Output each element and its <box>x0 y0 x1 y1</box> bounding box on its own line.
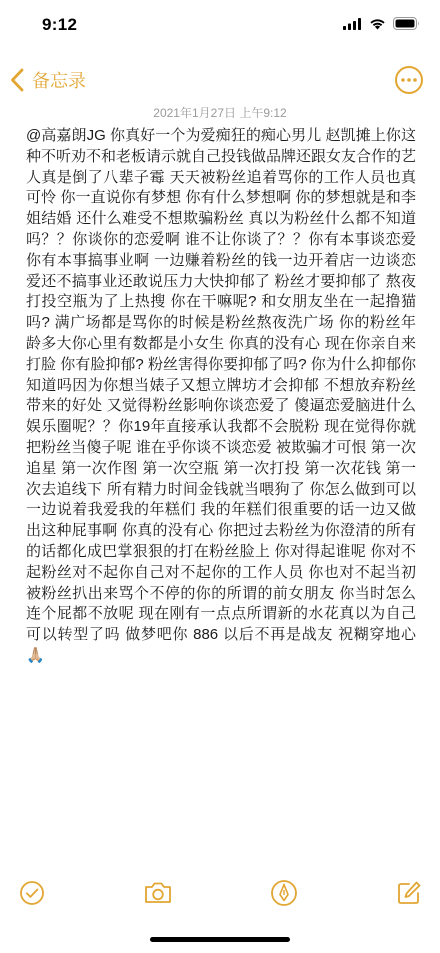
home-indicator[interactable] <box>150 937 290 942</box>
back-label: 备忘录 <box>32 71 86 91</box>
compose-button[interactable] <box>394 878 424 908</box>
cellular-signal-icon <box>343 18 362 30</box>
wifi-icon <box>369 18 386 30</box>
more-options-button[interactable] <box>394 65 424 95</box>
checklist-icon <box>19 880 45 906</box>
checklist-button[interactable] <box>17 878 47 908</box>
bottom-toolbar <box>0 873 440 913</box>
status-icons <box>343 17 420 30</box>
status-time: 9:12 <box>42 15 78 34</box>
more-icon <box>394 65 424 95</box>
nav-bar <box>0 58 440 102</box>
note-body-text[interactable]: @高嘉朗JG 你真好一个为爱痴狂的痴心男儿 赵凯摊上你这种不听劝不和老板请示就自己投钱做品牌还跟女友合作的艺人真是倒了八辈子霉 天天被粉丝追着骂你的工作人员也真可怜 你一直说你有梦想 你有什么梦想啊 你的梦想就是和李姐结婚 还什么难受不想欺骗粉丝 真以为粉丝什么都不知道吗？？你谈你的恋爱啊 谁不让你谈了？？你有本事谈恋爱你有本事搞事业啊 一边赚着粉丝的钱一边开着店一边谈恋爱还不搞事业还敢说压力大快抑郁了 粉丝才要抑郁了 熬夜打投空瓶为了上热搜 你在干嘛呢? 和女朋友坐在一起撸猫吗? 满广场都是骂你的时候是粉丝熬夜洗广场 你的粉丝年龄多大你心里有数都是小女生 你真的没有心 现在你亲自来打脸 你有脸抑郁? 粉丝害得你要抑郁了吗? 你为什么抑郁你知道吗因为你想当婊子又想立牌坊才会抑郁 不想放弃粉丝带来的好处 又觉得粉丝影响你谈恋爱了 傻逼恋爱脑进什么娱乐圈呢？？你19年直接承认我都不会脱粉 现在觉得你就把粉丝当傻子呢 谁在乎你谈不谈恋爱 被欺骗才可恨 第一次追星 第一次作图 第一次空瓶 第一次打投 第一次花钱 第一次去追线下 所有精力时间金钱就当喂狗了 你怎么做到可以一边说着我爱我的年糕们 我的年糕们很重要的话一边又做出这种屁事啊 你真的没有心 你把过去粉丝为你澄清的所有的话都化成巴掌狠狠的打在粉丝脸上 你对得起谁呢 你对不起粉丝对不起你自己对不起你的工作人员 你也对不起当初被粉丝扒出来骂个不停的你的所谓的前女朋友 你当时怎么连个屁都不放呢 现在刚有一点点所谓新的水花真以为自己可以转型了吗 做梦吧你 886 以后不再是战友 祝糊穿地心🙏🏼 <box>26 127 417 664</box>
compose-icon <box>396 880 422 906</box>
chevron-left-icon <box>6 65 28 95</box>
markup-button[interactable] <box>269 878 299 908</box>
status-bar <box>0 0 440 50</box>
back-button[interactable] <box>6 62 86 98</box>
note-timestamp: 2021年1月27日 上午9:12 <box>153 106 287 120</box>
battery-icon <box>393 17 420 30</box>
markup-pen-icon <box>270 879 298 907</box>
camera-button[interactable] <box>143 878 173 908</box>
camera-icon <box>143 880 173 906</box>
